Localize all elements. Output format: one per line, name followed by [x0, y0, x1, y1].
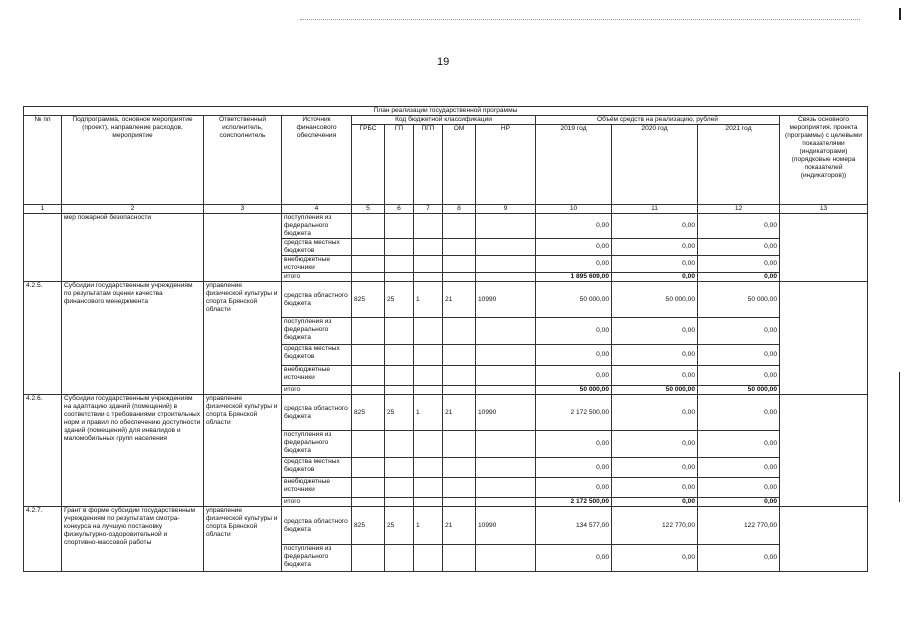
scan-edge-line — [899, 372, 900, 502]
value-2019: 50 000,00 — [536, 282, 612, 318]
row-source: поступления из федерального бюджета — [282, 545, 352, 572]
value-2021: 0,00 — [698, 256, 780, 273]
value-2021: 0,00 — [698, 545, 780, 572]
value-2019: 0,00 — [536, 431, 612, 458]
value-2020: 0,00 — [612, 431, 698, 458]
value-2021: 0,00 — [698, 214, 780, 239]
row-source: средства областного бюджета — [282, 282, 352, 318]
value-2021: 0,00 — [698, 239, 780, 256]
row-source: поступления из федерального бюджета — [282, 214, 352, 239]
code-gp: 25 — [385, 507, 414, 545]
col-number: 5 — [352, 205, 385, 214]
value-2019: 0,00 — [536, 214, 612, 239]
value-2021: 0,00 — [698, 366, 780, 386]
value-2020: 0,00 — [612, 545, 698, 572]
header-nr: НР — [476, 125, 536, 205]
header-2020: 2020 год — [612, 125, 698, 205]
code-nr: 10990 — [476, 395, 536, 431]
row-description: мер пожарной безопасности — [62, 214, 204, 282]
value-2021: 0,00 — [698, 345, 780, 366]
value-2020: 0,00 — [612, 458, 698, 478]
code-om: 21 — [443, 282, 476, 318]
row-executor: управление физической культуры и спорта Брянской области — [204, 395, 282, 507]
code-nr: 10990 — [476, 282, 536, 318]
row-source: средства местных бюджетов — [282, 345, 352, 366]
value-2021: 0,00 — [698, 318, 780, 345]
row-description: Субсидии государственным учреждениям по результатам оценки качества финансового менеджмента — [62, 282, 204, 395]
value-2019: 0,00 — [536, 458, 612, 478]
plan-title: План реализации государственной программы — [24, 107, 868, 116]
header-executor: Ответственный исполнитель, соисполнитель — [204, 116, 282, 205]
value-2019: 0,00 — [536, 239, 612, 256]
value-2020: 50 000,00 — [612, 282, 698, 318]
value-2019: 0,00 — [536, 366, 612, 386]
row-executor: управление физической культуры и спорта Брянской области — [204, 507, 282, 572]
row-source: внебюджетные источники — [282, 478, 352, 498]
value-2021: 0,00 — [698, 431, 780, 458]
total-2019: 50 000,00 — [536, 386, 612, 395]
row-source: поступления из федерального бюджета — [282, 318, 352, 345]
row-source: внебюджетные источники — [282, 256, 352, 273]
row-number — [24, 214, 62, 282]
value-2021: 0,00 — [698, 395, 780, 431]
col-number: 10 — [536, 205, 612, 214]
col-number: 6 — [385, 205, 414, 214]
header-num: № пп — [24, 116, 62, 205]
header-2021: 2021 год — [698, 125, 780, 205]
row-source: средства местных бюджетов — [282, 239, 352, 256]
code-grbs: 825 — [352, 395, 385, 431]
header-program: Подпрограмма, основное мероприятие (проект), направление расходов, мероприятие — [62, 116, 204, 205]
total-2020: 0,00 — [612, 273, 698, 282]
row-executor — [204, 214, 282, 282]
value-2020: 0,00 — [612, 239, 698, 256]
header-budget-code: Код бюджетной классификации — [352, 116, 536, 125]
value-2019: 0,00 — [536, 256, 612, 273]
value-2020: 0,00 — [612, 318, 698, 345]
code-nr: 10990 — [476, 507, 536, 545]
col-number: 9 — [476, 205, 536, 214]
value-2020: 0,00 — [612, 214, 698, 239]
col-number: 11 — [612, 205, 698, 214]
total-2021: 50 000,00 — [698, 386, 780, 395]
col-number: 12 — [698, 205, 780, 214]
header-source: Источник финансового обеспечения — [282, 116, 352, 205]
header-funds: Объём средств на реализацию, рублей — [536, 116, 780, 125]
header-link: Связь основного мероприятия, проекта (программы) с целевыми показателями (индикаторами) (порядковые номера показателей (индикаторов)) — [780, 116, 868, 205]
code-grbs: 825 — [352, 507, 385, 545]
value-2021: 50 000,00 — [698, 282, 780, 318]
col-number: 1 — [24, 205, 62, 214]
row-number: 4.2.5. — [24, 282, 62, 395]
value-2019: 0,00 — [536, 318, 612, 345]
row-executor: управление физической культуры и спорта Брянской области — [204, 282, 282, 395]
value-2019: 2 172 500,00 — [536, 395, 612, 431]
code-pgp: 1 — [414, 395, 443, 431]
value-2020: 0,00 — [612, 478, 698, 498]
row-source: средства областного бюджета — [282, 395, 352, 431]
plan-table — [23, 106, 868, 572]
row-description: Субсидии государственным учреждениям на адаптацию зданий (помещений) в соответствии с требованиями строительных норм и правил по обеспечению доступности зданий (помещений) для инвалидов и маломобильных групп населения — [62, 395, 204, 507]
total-2021: 0,00 — [698, 498, 780, 507]
value-2020: 0,00 — [612, 256, 698, 273]
col-number: 7 — [414, 205, 443, 214]
row-source: внебюджетные источники — [282, 366, 352, 386]
col-number: 3 — [204, 205, 282, 214]
value-2019: 0,00 — [536, 478, 612, 498]
col-number: 13 — [780, 205, 868, 214]
scan-edge-mark — [899, 8, 901, 20]
code-gp: 25 — [385, 282, 414, 318]
total-2020: 0,00 — [612, 498, 698, 507]
row-source: поступления из федерального бюджета — [282, 431, 352, 458]
value-2019: 134 577,00 — [536, 507, 612, 545]
row-number: 4.2.7. — [24, 507, 62, 572]
value-2020: 0,00 — [612, 366, 698, 386]
row-source: средства областного бюджета — [282, 507, 352, 545]
row-source-total: итого — [282, 273, 352, 282]
col-number: 2 — [62, 205, 204, 214]
row-description: Грант в форме субсидии государственным учреждениям по результатам смотра-конкурса на лучшую постановку физкультурно-оздоровительной и спортивно-массовой работы — [62, 507, 204, 572]
header-grbs: ГРБС — [352, 125, 385, 205]
value-2021: 122 770,00 — [698, 507, 780, 545]
total-2021: 0,00 — [698, 273, 780, 282]
col-number: 4 — [282, 205, 352, 214]
value-2021: 0,00 — [698, 478, 780, 498]
row-number: 4.2.6. — [24, 395, 62, 507]
code-pgp: 1 — [414, 282, 443, 318]
row-source-total: итого — [282, 498, 352, 507]
total-2019: 2 172 500,00 — [536, 498, 612, 507]
row-source-total: итого — [282, 386, 352, 395]
code-grbs: 825 — [352, 282, 385, 318]
value-2019: 0,00 — [536, 345, 612, 366]
header-om: ОМ — [443, 125, 476, 205]
col-number: 8 — [443, 205, 476, 214]
value-2020: 0,00 — [612, 395, 698, 431]
code-pgp: 1 — [414, 507, 443, 545]
header-2019: 2019 год — [536, 125, 612, 205]
value-2019: 0,00 — [536, 545, 612, 572]
code-gp: 25 — [385, 395, 414, 431]
row-source: средства местных бюджетов — [282, 458, 352, 478]
code-om: 21 — [443, 395, 476, 431]
page-number: 19 — [437, 56, 450, 68]
total-2019: 1 895 609,00 — [536, 273, 612, 282]
value-2020: 0,00 — [612, 345, 698, 366]
value-2020: 122 770,00 — [612, 507, 698, 545]
code-om: 21 — [443, 507, 476, 545]
header-pgp: ПГП — [414, 125, 443, 205]
value-2021: 0,00 — [698, 458, 780, 478]
total-2020: 50 000,00 — [612, 386, 698, 395]
scan-dotted-line — [300, 19, 860, 20]
header-gp: ГП — [385, 125, 414, 205]
